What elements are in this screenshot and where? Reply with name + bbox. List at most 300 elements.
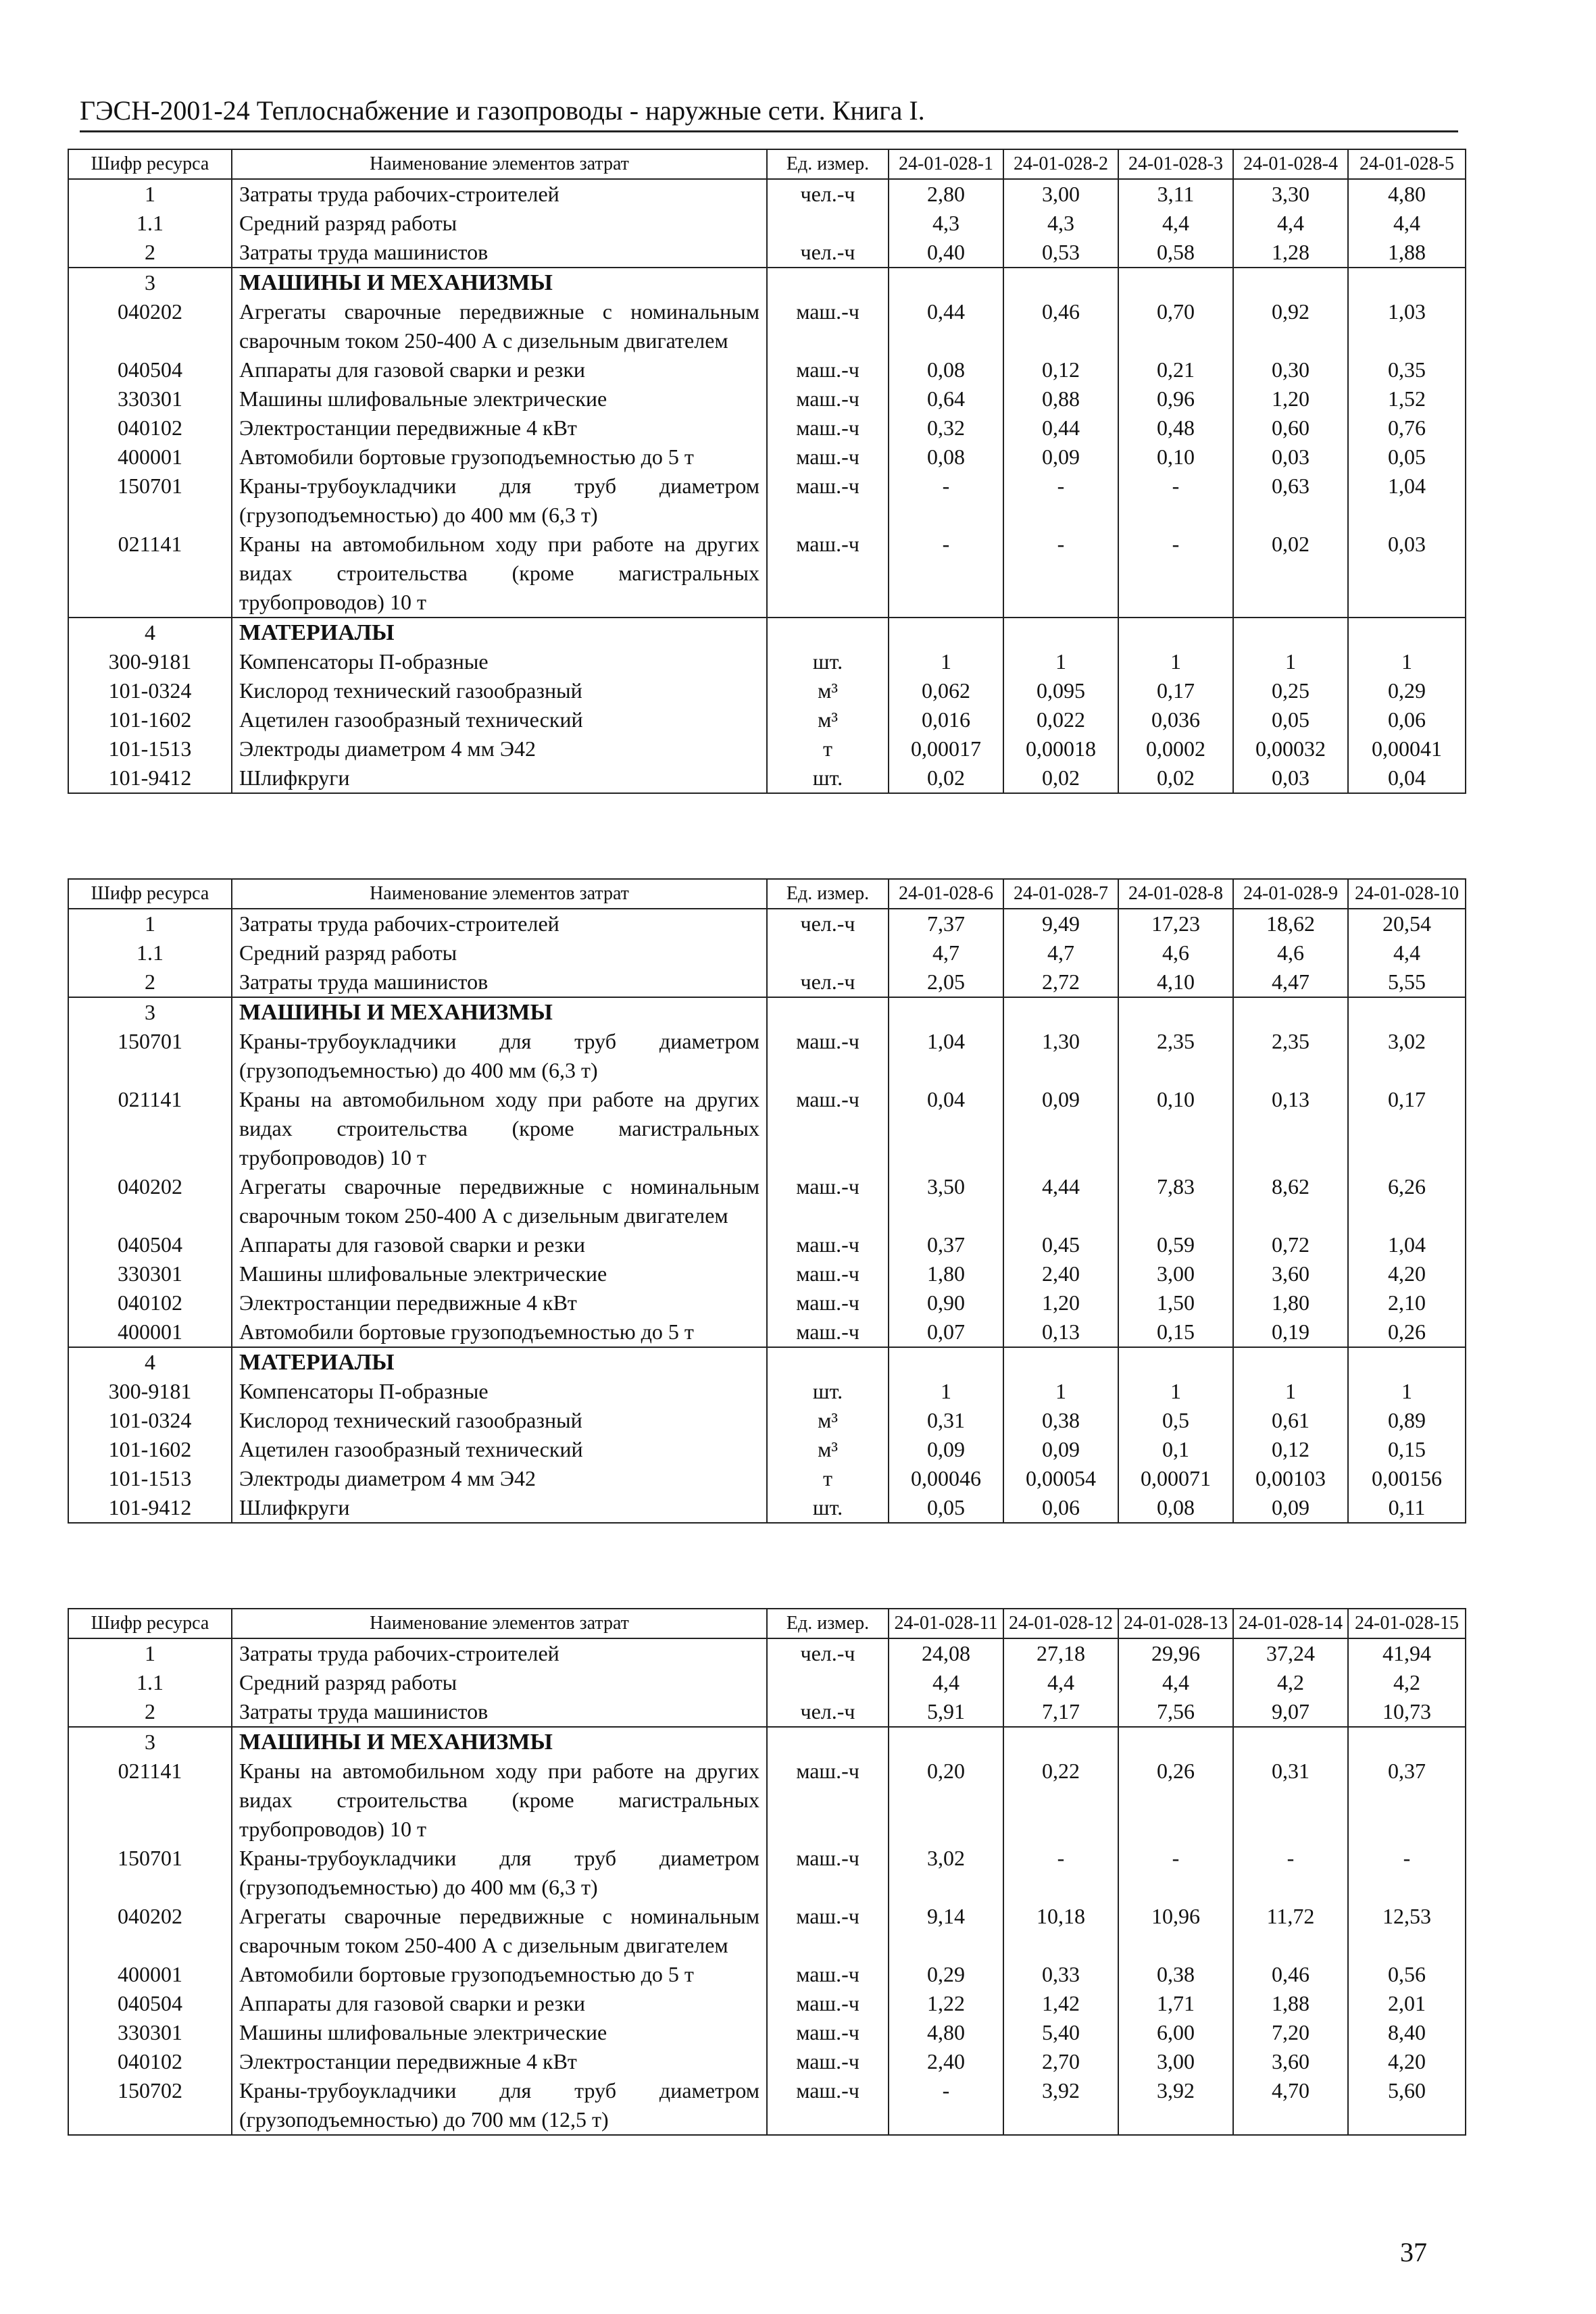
resource-value: 4,4 [1003,1668,1118,1697]
resource-unit: м³ [767,676,889,705]
resource-value: 0,11 [1348,1493,1466,1523]
resource-value: 1 [1003,1377,1118,1406]
resource-value: 5,40 [1003,2018,1118,2047]
resource-value: 1,20 [1003,1288,1118,1317]
resource-name: Краны-трубоукладчики для труб диаметром (грузоподъемностью) до 400 мм (6,3 т) [232,1844,767,1902]
resource-value: 0,08 [889,443,1003,472]
resource-value: 4,7 [1003,938,1118,967]
resource-value: 0,31 [1233,1757,1348,1844]
resource-unit: маш.-ч [767,297,889,355]
table-row [68,297,1466,355]
resource-table-3 [68,1608,1466,2136]
resource-code: 150701 [68,472,232,530]
resource-value: 3,60 [1233,1259,1348,1288]
resource-value: 0,44 [889,297,1003,355]
resource-name: Средний разряд работы [232,1668,767,1697]
resource-value: 3,30 [1233,179,1348,209]
resource-unit: чел.-ч [767,1638,889,1668]
resource-value: - [1348,1844,1466,1902]
resource-value: 11,72 [1233,1902,1348,1960]
resource-unit: шт. [767,647,889,676]
resource-value: 0,016 [889,705,1003,734]
resource-value: 1 [1348,647,1466,676]
header-row [68,1609,1466,1638]
resource-name: Машины шлифовальные электрические [232,1259,767,1288]
resource-value [889,1727,1003,1757]
resource-value: 3,02 [889,1844,1003,1902]
resource-value: 1,42 [1003,1989,1118,2018]
table-row [68,355,1466,384]
resource-value: 0,13 [1003,1317,1118,1347]
resource-unit: м³ [767,705,889,734]
resource-value [1348,997,1466,1027]
resource-value: 0,17 [1118,676,1233,705]
resource-value: 0,29 [1348,676,1466,705]
table-row [68,1668,1466,1697]
resource-code: 2 [68,238,232,268]
resource-name: Автомобили бортовые грузоподъемностью до 5 т [232,443,767,472]
resource-value [1348,618,1466,647]
resource-value: 0,96 [1118,384,1233,413]
table-row [68,1727,1466,1757]
resource-value [1118,268,1233,297]
resource-name: Компенсаторы П-образные [232,1377,767,1406]
header-unit: Ед. измер. [767,149,889,179]
resource-value: 17,23 [1118,909,1233,938]
resource-value: - [1003,472,1118,530]
resource-value: 1,50 [1118,1288,1233,1317]
resource-value: 0,38 [1118,1960,1233,1989]
resource-value: - [1118,1844,1233,1902]
header-column: 24-01-028-5 [1348,149,1466,179]
resource-unit [767,938,889,967]
resource-value: 0,03 [1233,443,1348,472]
resource-code: 150701 [68,1844,232,1902]
resource-name: Средний разряд работы [232,209,767,238]
resource-value: 3,00 [1003,179,1118,209]
table-row [68,909,1466,938]
resource-value: 5,60 [1348,2076,1466,2135]
resource-unit: чел.-ч [767,909,889,938]
header-code: Шифр ресурса [68,879,232,909]
resource-unit: м³ [767,1435,889,1464]
resource-value [1003,1727,1118,1757]
resource-value: - [1118,472,1233,530]
resource-value: 1,71 [1118,1989,1233,2018]
resource-value: 0,036 [1118,705,1233,734]
resource-value: 29,96 [1118,1638,1233,1668]
resource-value: 0,09 [1003,1085,1118,1172]
resource-value: - [1003,1844,1118,1902]
table-row [68,1085,1466,1172]
resource-value: - [889,2076,1003,2135]
resource-value: 4,2 [1348,1668,1466,1697]
resource-value: 2,40 [889,2047,1003,2076]
resource-code: 4 [68,1347,232,1377]
resource-value: 0,29 [889,1960,1003,1989]
table-row [68,1960,1466,1989]
resource-value: - [1233,1844,1348,1902]
resource-value [1233,268,1348,297]
resource-unit: т [767,1464,889,1493]
header-unit: Ед. измер. [767,1609,889,1638]
resource-value: 0,00046 [889,1464,1003,1493]
table-row [68,238,1466,268]
resource-value: 0,12 [1003,355,1118,384]
table-row [68,705,1466,734]
header-column: 24-01-028-1 [889,149,1003,179]
section-title: МАШИНЫ И МЕХАНИЗМЫ [232,1727,767,1757]
table-row [68,1493,1466,1523]
resource-name: Аппараты для газовой сварки и резки [232,355,767,384]
resource-unit: маш.-ч [767,1230,889,1259]
resource-value: 0,90 [889,1288,1003,1317]
resource-value: 0,00103 [1233,1464,1348,1493]
resource-value: 4,3 [1003,209,1118,238]
resource-name: Краны на автомобильном ходу при работе на других видах строительства (кроме магистральных трубопроводов) 10 т [232,1757,767,1844]
resource-value: 0,15 [1348,1435,1466,1464]
resource-name: Краны-трубоукладчики для труб диаметром (грузоподъемностью) до 400 мм (6,3 т) [232,1027,767,1085]
resource-value: 0,35 [1348,355,1466,384]
resource-value: 0,17 [1348,1085,1466,1172]
resource-value [1348,1347,1466,1377]
resource-unit: чел.-ч [767,179,889,209]
resource-unit: маш.-ч [767,1085,889,1172]
resource-value: 9,14 [889,1902,1003,1960]
resource-value: 1,04 [889,1027,1003,1085]
table-row [68,1902,1466,1960]
header-column: 24-01-028-15 [1348,1609,1466,1638]
resource-code: 101-1602 [68,1435,232,1464]
resource-value: 0,08 [1118,1493,1233,1523]
resource-value: 41,94 [1348,1638,1466,1668]
table-row [68,1259,1466,1288]
resource-value: 0,48 [1118,413,1233,443]
resource-code: 1 [68,179,232,209]
resource-value: 1,80 [1233,1288,1348,1317]
resource-value: 10,18 [1003,1902,1118,1960]
resource-code: 101-1602 [68,705,232,734]
table-row [68,530,1466,618]
resource-name: Затраты труда машинистов [232,967,767,997]
header-row [68,149,1466,179]
resource-value: 12,53 [1348,1902,1466,1960]
resource-code: 040202 [68,1172,232,1230]
resource-value: 0,09 [1003,443,1118,472]
resource-value: 0,58 [1118,238,1233,268]
resource-code: 150701 [68,1027,232,1085]
resource-unit: маш.-ч [767,1317,889,1347]
resource-unit [767,618,889,647]
resource-code: 300-9181 [68,1377,232,1406]
resource-value: 1 [1233,1377,1348,1406]
resource-unit: маш.-ч [767,443,889,472]
resource-value: 7,20 [1233,2018,1348,2047]
table-row [68,2018,1466,2047]
resource-code: 040102 [68,2047,232,2076]
resource-value: 0,09 [1003,1435,1118,1464]
resource-value [889,268,1003,297]
resource-value: 0,00017 [889,734,1003,763]
resource-value [889,1347,1003,1377]
resource-value [1233,1727,1348,1757]
table-row [68,384,1466,413]
resource-unit: маш.-ч [767,2018,889,2047]
resource-value [1118,1347,1233,1377]
resource-value: 0,06 [1348,705,1466,734]
resource-value: 18,62 [1233,909,1348,938]
resource-value [1003,997,1118,1027]
resource-unit [767,1668,889,1697]
resource-name: Агрегаты сварочные передвижные с номинальным сварочным током 250-400 А с дизельным двигателем [232,1902,767,1960]
resource-value: 2,05 [889,967,1003,997]
resource-value: 0,05 [1233,705,1348,734]
header-column: 24-01-028-13 [1118,1609,1233,1638]
resource-value: 4,70 [1233,2076,1348,2135]
resource-code: 400001 [68,1960,232,1989]
resource-code: 101-0324 [68,1406,232,1435]
resource-value: 0,5 [1118,1406,1233,1435]
resource-value: 2,35 [1118,1027,1233,1085]
resource-value: 0,46 [1003,297,1118,355]
resource-value [889,997,1003,1027]
resource-value: 1,52 [1348,384,1466,413]
resource-value: 37,24 [1233,1638,1348,1668]
resource-value: 10,96 [1118,1902,1233,1960]
resource-name: Ацетилен газообразный технический [232,1435,767,1464]
table-row [68,1288,1466,1317]
header-name: Наименование элементов затрат [232,1609,767,1638]
resource-value [1003,268,1118,297]
resource-unit: маш.-ч [767,1989,889,2018]
resource-value: 2,70 [1003,2047,1118,2076]
resource-value: 0,02 [889,763,1003,793]
resource-value: 0,05 [1348,443,1466,472]
resource-unit: маш.-ч [767,1172,889,1230]
resource-value: 0,56 [1348,1960,1466,1989]
resource-value: 0,00071 [1118,1464,1233,1493]
resource-value: 0,45 [1003,1230,1118,1259]
resource-code: 400001 [68,1317,232,1347]
resource-unit: шт. [767,1493,889,1523]
resource-value: 4,20 [1348,1259,1466,1288]
resource-name: Краны на автомобильном ходу при работе на других видах строительства (кроме магистральных трубопроводов) 10 т [232,1085,767,1172]
resource-value [1003,618,1118,647]
resource-value: 4,3 [889,209,1003,238]
resource-value [1003,1347,1118,1377]
resource-unit: чел.-ч [767,238,889,268]
resource-value: 7,17 [1003,1697,1118,1727]
resource-value: 4,6 [1233,938,1348,967]
resource-value: 1 [1233,647,1348,676]
resource-code: 330301 [68,2018,232,2047]
resource-value: 0,022 [1003,705,1118,734]
resource-value: 1,04 [1348,472,1466,530]
header-column: 24-01-028-7 [1003,879,1118,909]
resource-value: 7,83 [1118,1172,1233,1230]
table-row [68,1406,1466,1435]
table-row [68,179,1466,209]
resource-name: Машины шлифовальные электрические [232,384,767,413]
resource-value: 3,50 [889,1172,1003,1230]
header-column: 24-01-028-9 [1233,879,1348,909]
resource-unit: т [767,734,889,763]
resource-value: 0,60 [1233,413,1348,443]
resource-value: 0,02 [1118,763,1233,793]
table-row [68,413,1466,443]
resource-value: 0,09 [1233,1493,1348,1523]
resource-code: 040504 [68,1230,232,1259]
resource-unit [767,997,889,1027]
header-unit: Ед. измер. [767,879,889,909]
resource-value: 0,72 [1233,1230,1348,1259]
resource-value: 0,70 [1118,297,1233,355]
resource-value: 0,07 [889,1317,1003,1347]
resource-value: 0,40 [889,238,1003,268]
table-row [68,1317,1466,1347]
resource-table-2 [68,878,1466,1524]
resource-value: 1,28 [1233,238,1348,268]
resource-unit: маш.-ч [767,355,889,384]
resource-value: 2,01 [1348,1989,1466,2018]
resource-name: Электростанции передвижные 4 кВт [232,2047,767,2076]
resource-unit [767,209,889,238]
header-code: Шифр ресурса [68,149,232,179]
resource-code: 021141 [68,1757,232,1844]
header-column: 24-01-028-3 [1118,149,1233,179]
resource-value: 0,00032 [1233,734,1348,763]
resource-code: 4 [68,618,232,647]
page-number: 37 [1400,2237,1427,2267]
resource-value: 4,4 [1348,938,1466,967]
resource-unit [767,1727,889,1757]
resource-value: 1,20 [1233,384,1348,413]
resource-name: Машины шлифовальные электрические [232,2018,767,2047]
section-title: МАШИНЫ И МЕХАНИЗМЫ [232,997,767,1027]
resource-value: 3,00 [1118,1259,1233,1288]
resource-value: 4,44 [1003,1172,1118,1230]
resource-value: 0,61 [1233,1406,1348,1435]
resource-table-1 [68,149,1466,794]
resource-code: 101-1513 [68,734,232,763]
resource-value: 3,92 [1003,2076,1118,2135]
resource-value: 1,88 [1233,1989,1348,2018]
resource-value: 1 [1118,647,1233,676]
resource-value: 5,55 [1348,967,1466,997]
resource-value: 1 [1003,647,1118,676]
resource-value [1118,997,1233,1027]
resource-value: 1,03 [1348,297,1466,355]
resource-value: 9,49 [1003,909,1118,938]
table-row [68,443,1466,472]
resource-code: 3 [68,1727,232,1757]
section-title: МАШИНЫ И МЕХАНИЗМЫ [232,268,767,297]
table-row [68,734,1466,763]
resource-code: 040202 [68,297,232,355]
resource-value: 0,88 [1003,384,1118,413]
resource-value: 0,33 [1003,1960,1118,1989]
resource-value: 4,47 [1233,967,1348,997]
resource-value: 7,37 [889,909,1003,938]
table-row [68,676,1466,705]
resource-value [1233,997,1348,1027]
resource-code: 3 [68,268,232,297]
section-title: МАТЕРИАЛЫ [232,1347,767,1377]
resource-name: Шлифкруги [232,763,767,793]
resource-unit: маш.-ч [767,2076,889,2135]
resource-value: 0,00041 [1348,734,1466,763]
resource-code: 1.1 [68,1668,232,1697]
resource-value: 10,73 [1348,1697,1466,1727]
resource-value: 0,00156 [1348,1464,1466,1493]
resource-name: Затраты труда рабочих-строителей [232,909,767,938]
resource-value: 0,0002 [1118,734,1233,763]
resource-unit: маш.-ч [767,1027,889,1085]
table-row [68,2047,1466,2076]
resource-value: 4,4 [1348,209,1466,238]
table-row [68,472,1466,530]
resource-value: 0,15 [1118,1317,1233,1347]
resource-name: Компенсаторы П-образные [232,647,767,676]
resource-value: 0,31 [889,1406,1003,1435]
resource-value: 0,062 [889,676,1003,705]
resource-value: 0,64 [889,384,1003,413]
header-row [68,879,1466,909]
resource-name: Аппараты для газовой сварки и резки [232,1230,767,1259]
resource-name: Затраты труда рабочих-строителей [232,1638,767,1668]
resource-name: Краны-трубоукладчики для труб диаметром (грузоподъемностью) до 400 мм (6,3 т) [232,472,767,530]
resource-unit: маш.-ч [767,1902,889,1960]
resource-value: 4,4 [1233,209,1348,238]
resource-value: 0,04 [1348,763,1466,793]
header-column: 24-01-028-11 [889,1609,1003,1638]
table-row [68,1757,1466,1844]
section-title: МАТЕРИАЛЫ [232,618,767,647]
resource-value: 2,40 [1003,1259,1118,1288]
resource-code: 101-9412 [68,763,232,793]
table-row [68,1027,1466,1085]
resource-code: 101-1513 [68,1464,232,1493]
resource-unit: маш.-ч [767,1960,889,1989]
resource-name: Кислород технический газообразный [232,676,767,705]
resource-name: Агрегаты сварочные передвижные с номинальным сварочным током 250-400 А с дизельным двигателем [232,297,767,355]
resource-value: 0,10 [1118,1085,1233,1172]
table-row [68,1230,1466,1259]
resource-value: 1 [1118,1377,1233,1406]
resource-value: 3,11 [1118,179,1233,209]
resource-name: Аппараты для газовой сварки и резки [232,1989,767,2018]
resource-code: 040504 [68,355,232,384]
resource-name: Затраты труда рабочих-строителей [232,179,767,209]
resource-unit: маш.-ч [767,2047,889,2076]
resource-value: 0,20 [889,1757,1003,1844]
resource-value: 6,00 [1118,2018,1233,2047]
resource-value: 0,08 [889,355,1003,384]
resource-value: 3,02 [1348,1027,1466,1085]
resource-value: 1,30 [1003,1027,1118,1085]
resource-value: 2,72 [1003,967,1118,997]
resource-unit: маш.-ч [767,1844,889,1902]
resource-name: Электроды диаметром 4 мм Э42 [232,734,767,763]
resource-code: 1 [68,909,232,938]
resource-value [1118,1727,1233,1757]
resource-code: 040504 [68,1989,232,2018]
resource-code: 101-0324 [68,676,232,705]
resource-value: 0,095 [1003,676,1118,705]
resource-value: 0,89 [1348,1406,1466,1435]
resource-name: Ацетилен газообразный технический [232,705,767,734]
resource-value: 0,38 [1003,1406,1118,1435]
